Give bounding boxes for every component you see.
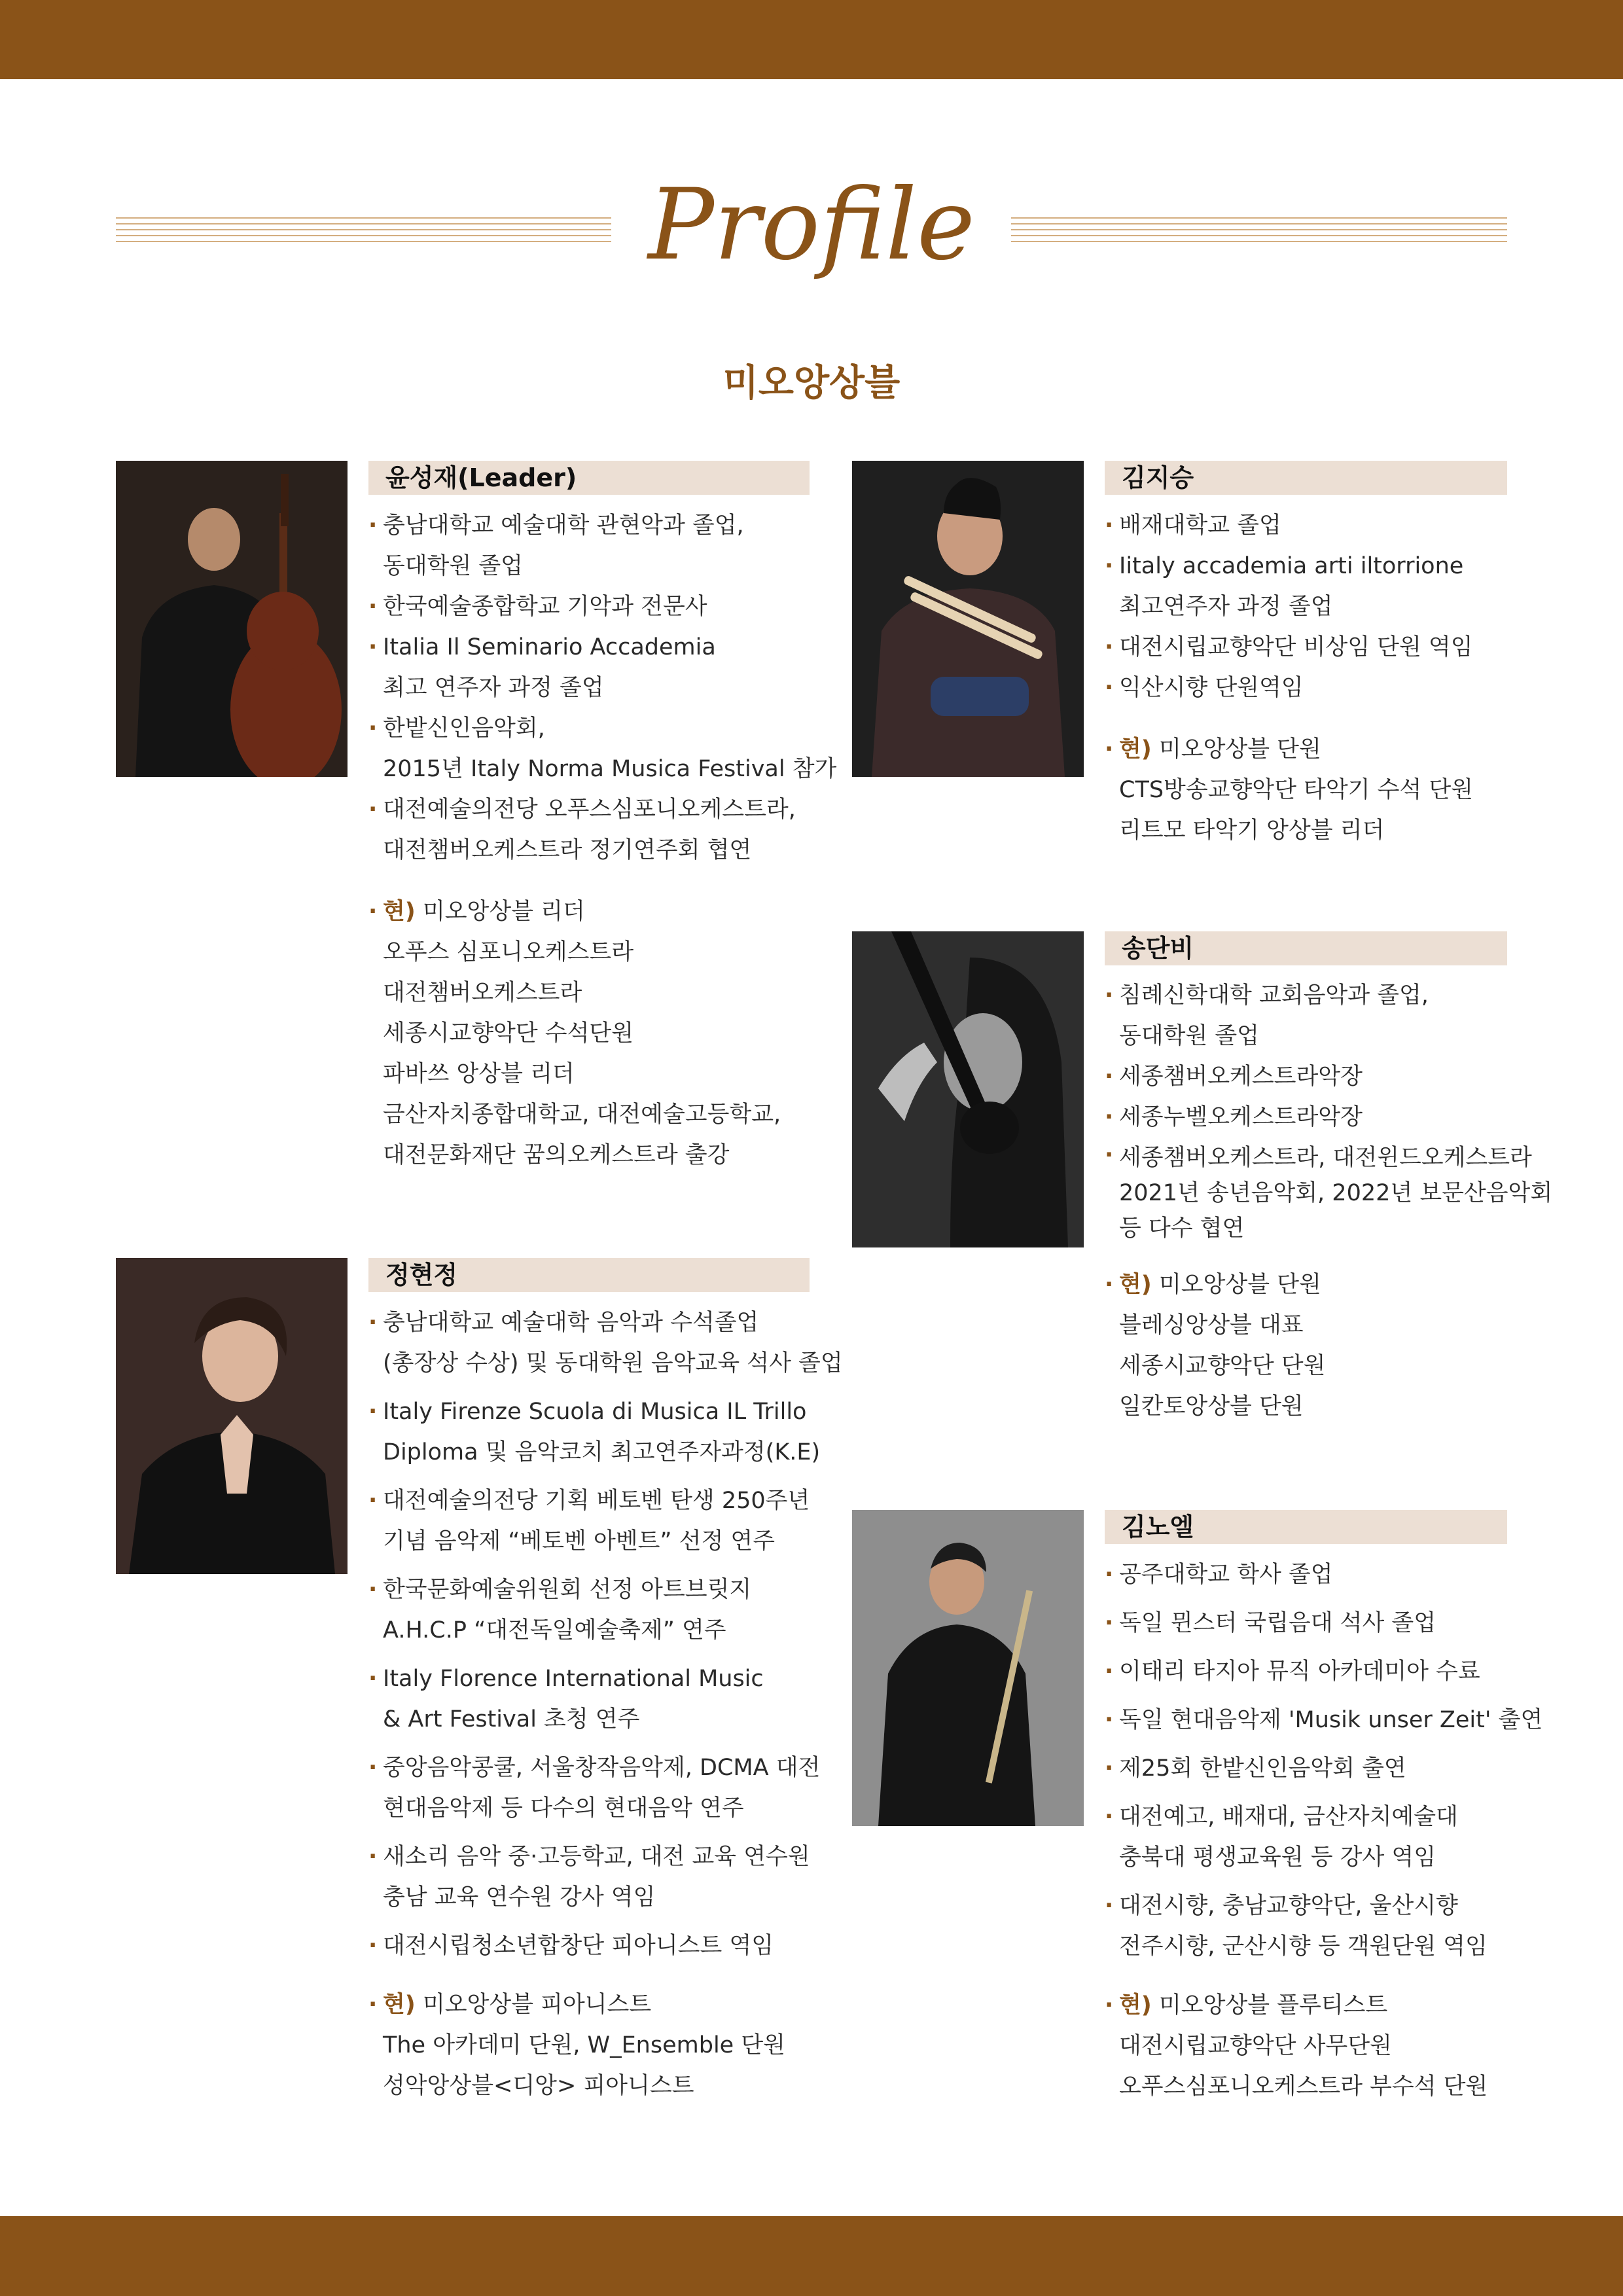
member-photo-cellist <box>116 461 348 777</box>
top-band <box>0 0 1623 79</box>
career-item: · 세종챔버오케스트라악장 <box>1105 1056 1524 1097</box>
career-item: · 중앙음악콩쿨, 서울창작음악제, DCMA 대전 현대음악제 등 다수의 현대음악 연주 <box>368 1748 827 1829</box>
page-title: Profile <box>648 168 975 282</box>
career-item: · 익산시향 단원역임 <box>1105 668 1524 708</box>
current-label: 현) <box>1119 736 1152 762</box>
member-name-bar: 김노엘 <box>1105 1510 1507 1544</box>
current-label: 현) <box>383 1992 416 2018</box>
career-item: · 한국예술종합학교 기악과 전문사 <box>368 586 813 627</box>
career-item: · 대전시립청소년합창단 피아니스트 역임 <box>368 1926 827 1966</box>
career-item: · Italy Florence International Music & Art Festival 초청 연주 <box>368 1659 827 1740</box>
title-rule-right <box>1011 217 1507 242</box>
career-item: · 침례신학대학 교회음악과 졸업, 동대학원 졸업 <box>1105 975 1524 1056</box>
career-item: · 독일 뮌스터 국립음대 석사 졸업 <box>1105 1603 1524 1643</box>
bottom-band <box>0 2216 1623 2296</box>
member-name-bar: 정현정 <box>368 1258 810 1292</box>
career-item: · 공주대학교 학사 졸업 <box>1105 1554 1524 1595</box>
member-career-list <box>1105 975 1553 1427</box>
member-name-bar: 송단비 <box>1105 931 1507 965</box>
member-photo-violinist <box>852 931 1084 1247</box>
career-item: · 대전시립교향악단 비상임 단원 역임 <box>1105 627 1524 668</box>
member-photo-percussionist <box>852 461 1084 777</box>
career-item: · 이태리 타지아 뮤직 아카데미아 수료 <box>1105 1651 1524 1692</box>
member-career-list <box>368 505 837 1175</box>
current-label: 현) <box>383 899 416 925</box>
career-item: · 충남대학교 예술대학 음악과 수석졸업 (총장상 수상) 및 동대학원 음악교육 석사 졸업 <box>368 1302 827 1384</box>
career-item: · Iitaly accademia arti iltorrione 최고연주자 과정 졸업 <box>1105 546 1524 627</box>
current-positions: · 현) 미오앙상블 피아니스트 The 아카데미 단원, W_Ensemble 단원 성악앙상블<디앙> 피아니스트 <box>368 1984 827 2106</box>
career-item: · 한국문화예술위원회 선정 아트브릿지 A.H.C.P “대전독일예술축제” 연주 <box>368 1570 827 1651</box>
ensemble-name: 미오앙상블 <box>722 362 901 404</box>
member-photo-flutist <box>852 1510 1084 1826</box>
career-item: · 세종챔버오케스트라, 대전윈드오케스트라 2021년 송년음악회, 2022년 보문산음악회 등 다수 협연 <box>1105 1138 1524 1246</box>
career-item: · 제25회 한밭신인음악회 출연 <box>1105 1748 1524 1789</box>
career-item: · 한밭신인음악회, 2015년 Italy Norma Musica Festival 참가 <box>368 708 813 789</box>
current-positions: · 현) 미오앙상블 리더 오푸스 심포니오케스트라 대전챔버오케스트라 세종시교향악단 수석단원 파바쓰 앙상블 리더 금산자치종합대학교, 대전예술고등학교, 대전문화재단 꿈의오케스트라 출강 <box>368 891 813 1175</box>
career-item: · 새소리 음악 중·고등학교, 대전 교육 연수원 충남 교육 연수원 강사 역임 <box>368 1837 827 1918</box>
career-item: · 대전예고, 배재대, 금산자치예술대 충북대 평생교육원 등 강사 역임 <box>1105 1797 1524 1878</box>
career-item: · 세종누벨오케스트라악장 <box>1105 1097 1524 1138</box>
member-career-list <box>368 1302 843 2106</box>
career-item: · 독일 현대음악제 'Musik unser Zeit' 출연 <box>1105 1700 1524 1740</box>
current-positions: · 현) 미오앙상블 단원 CTS방송교향악단 타악기 수석 단원 리트모 타악기 앙상블 리더 <box>1105 729 1524 851</box>
member-career-list <box>1105 1554 1543 2107</box>
career-item: · 충남대학교 예술대학 관현악과 졸업, 동대학원 졸업 <box>368 505 813 586</box>
career-item: · 배재대학교 졸업 <box>1105 505 1524 546</box>
career-item: · 대전예술의전당 오푸스심포니오케스트라, 대전챔버오케스트라 정기연주회 협연 <box>368 789 813 870</box>
member-name-bar: 윤성재(Leader) <box>368 461 810 495</box>
career-item: · Italy Firenze Scuola di Musica IL Trillo Diploma 및 음악코치 최고연주자과정(K.E) <box>368 1391 827 1473</box>
current-positions: · 현) 미오앙상블 단원 블레싱앙상블 대표 세종시교향악단 단원 일칸토앙상블 단원 <box>1105 1265 1524 1427</box>
current-label: 현) <box>1119 1272 1152 1298</box>
current-positions: · 현) 미오앙상블 플루티스트 대전시립교향악단 사무단원 오푸스심포니오케스트라 부수석 단원 <box>1105 1985 1524 2107</box>
member-photo-pianist <box>116 1258 348 1574</box>
current-label: 현) <box>1119 1992 1152 2018</box>
career-item: · Italia Il Seminario Accademia 최고 연주자 과정 졸업 <box>368 627 813 708</box>
member-career-list <box>1105 505 1524 851</box>
career-item: · 대전시향, 충남교향악단, 울산시향 전주시향, 군산시향 등 객원단원 역임 <box>1105 1886 1524 1967</box>
career-item: · 대전예술의전당 기획 베토벤 탄생 250주년 기념 음악제 “베토벤 아벤트” 선정 연주 <box>368 1480 827 1562</box>
member-name-bar: 김지승 <box>1105 461 1507 495</box>
title-rule-left <box>116 217 611 242</box>
